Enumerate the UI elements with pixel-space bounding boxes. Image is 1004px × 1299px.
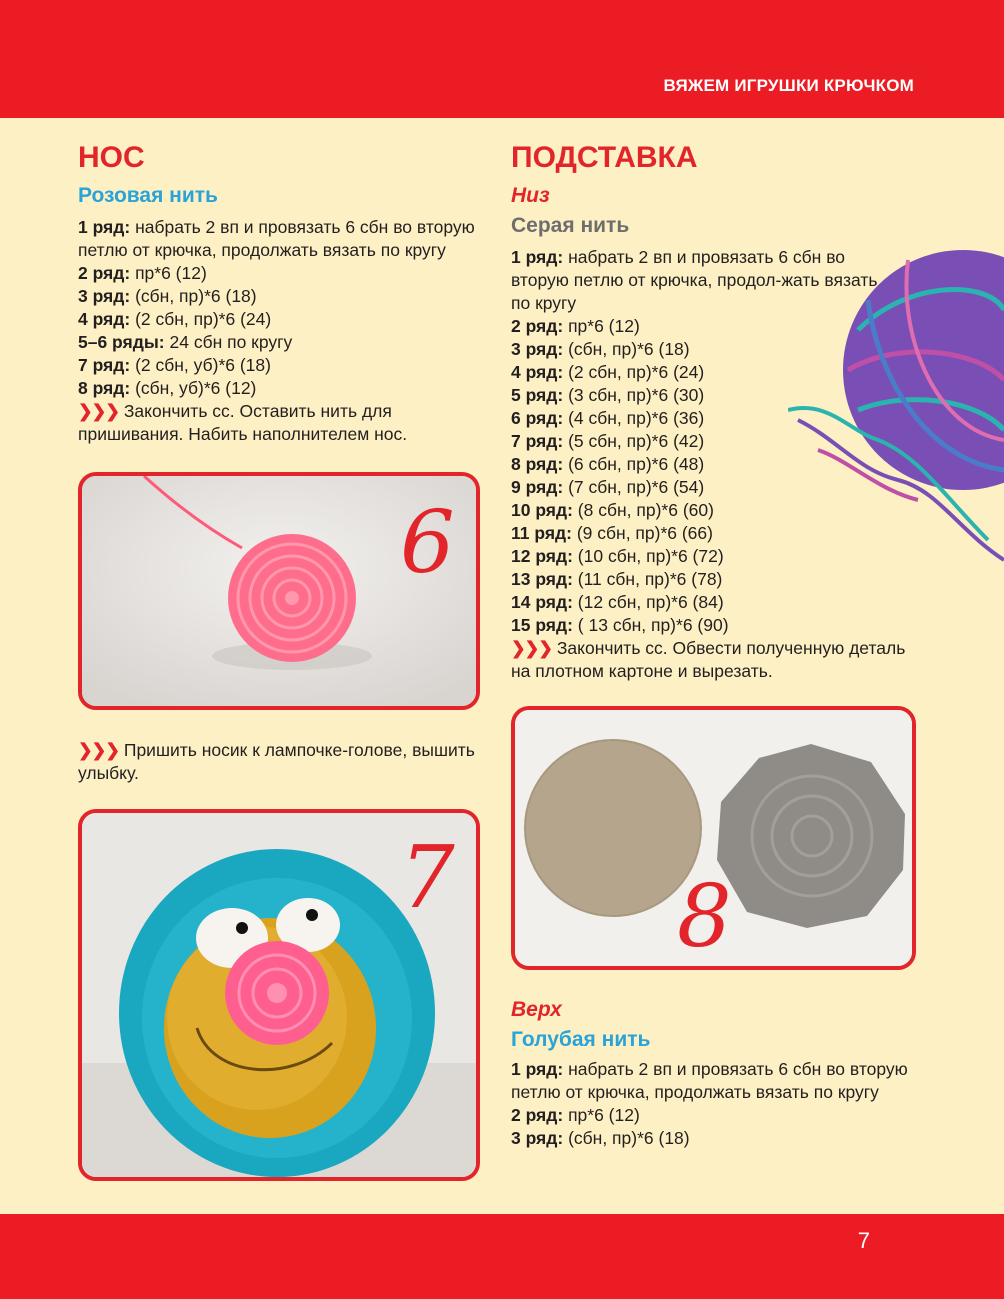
arrow-icon: ❯❯❯	[78, 740, 119, 760]
stand-top-row: 2 ряд: пр*6 (12)	[511, 1105, 640, 1125]
attach-note: ❯❯❯ Пришить носик к лампочке-голове, вышить улыбку.	[78, 740, 475, 783]
header-band	[0, 0, 1004, 118]
nose-row: 7 ряд: (2 сбн, уб)*6 (18)	[78, 355, 271, 375]
nose-row: 3 ряд: (сбн, пр)*6 (18)	[78, 286, 257, 306]
photo-step-8	[511, 706, 916, 970]
nose-finish-note: ❯❯❯ Закончить сс. Оставить нить для пришивания. Набить наполнителем нос.	[78, 401, 408, 444]
stand-row: 7 ряд: (5 сбн, пр)*6 (42)	[511, 431, 705, 451]
arrow-icon: ❯❯❯	[511, 638, 552, 658]
footer-band	[0, 1214, 1004, 1299]
photo-step-6	[78, 472, 480, 710]
step-number-8: 8	[677, 867, 732, 967]
nose-title: НОС	[78, 141, 145, 174]
stand-row: 4 ряд: (2 сбн, пр)*6 (24)	[511, 362, 705, 382]
stand-top-row: 1 ряд: набрать 2 вп и провязать 6 сбн во вторую петлю от крючка, продолжать вязать по кругу	[511, 1059, 908, 1102]
stand-row: 3 ряд: (сбн, пр)*6 (18)	[511, 339, 690, 359]
stand-bottom-yarn: Серая нить	[511, 214, 630, 237]
nose-row: 1 ряд: набрать 2 вп и провязать 6 сбн во вторую петлю от крючка, продолжать вязать по кругу	[78, 217, 475, 260]
nose-yarn: Розовая нить	[78, 184, 218, 207]
nose-row: 4 ряд: (2 сбн, пр)*6 (24)	[78, 309, 272, 329]
stand-finish-note: ❯❯❯ Закончить сс. Обвести полученную деталь на плотном картоне и вырезать.	[511, 638, 906, 681]
nose-row: 2 ряд: пр*6 (12)	[78, 263, 207, 283]
step-number-6: 6	[400, 493, 455, 593]
stand-row: 8 ряд: (6 сбн, пр)*6 (48)	[511, 454, 705, 474]
stand-row: 15 ряд: ( 13 сбн, пр)*6 (90)	[511, 615, 729, 635]
stand-row: 12 ряд: (10 сбн, пр)*6 (72)	[511, 546, 724, 566]
stand-row: 5 ряд: (3 сбн, пр)*6 (30)	[511, 385, 705, 405]
nose-row: 5–6 ряды: 24 сбн по кругу	[78, 332, 293, 352]
stand-top-subtitle: Верх	[511, 998, 562, 1021]
nose-section	[78, 142, 488, 446]
step-number-7: 7	[400, 828, 455, 928]
attach-note-block	[78, 739, 488, 785]
stand-row: 6 ряд: (4 сбн, пр)*6 (36)	[511, 408, 705, 428]
stand-top-yarn: Голубая нить	[511, 1028, 651, 1051]
stand-row: 9 ряд: (7 сбн, пр)*6 (54)	[511, 477, 705, 497]
photo-step-7	[78, 809, 480, 1181]
stand-top-row: 3 ряд: (сбн, пр)*6 (18)	[511, 1128, 690, 1148]
page-number: 7	[857, 1228, 870, 1253]
nose-row: 8 ряд: (сбн, уб)*6 (12)	[78, 378, 257, 398]
stand-bottom-subtitle: Низ	[511, 184, 550, 207]
stand-row: 13 ряд: (11 сбн, пр)*6 (78)	[511, 569, 723, 589]
series-title: ВЯЖЕМ ИГРУШКИ КРЮЧКОМ	[663, 76, 914, 95]
stand-row: 14 ряд: (12 сбн, пр)*6 (84)	[511, 592, 724, 612]
yarn-ball-image	[788, 240, 1004, 580]
stand-title: ПОДСТАВКА	[511, 141, 698, 174]
stand-top-section	[511, 998, 931, 1150]
arrow-icon: ❯❯❯	[78, 401, 119, 421]
stand-row: 11 ряд: (9 сбн, пр)*6 (66)	[511, 523, 713, 543]
stand-row: 10 ряд: (8 сбн, пр)*6 (60)	[511, 500, 714, 520]
stand-row: 1 ряд: набрать 2 вп и провязать 6 сбн во вторую петлю от крючка, продол-жать вязать по кругу	[511, 247, 878, 313]
stand-row: 2 ряд: пр*6 (12)	[511, 316, 640, 336]
